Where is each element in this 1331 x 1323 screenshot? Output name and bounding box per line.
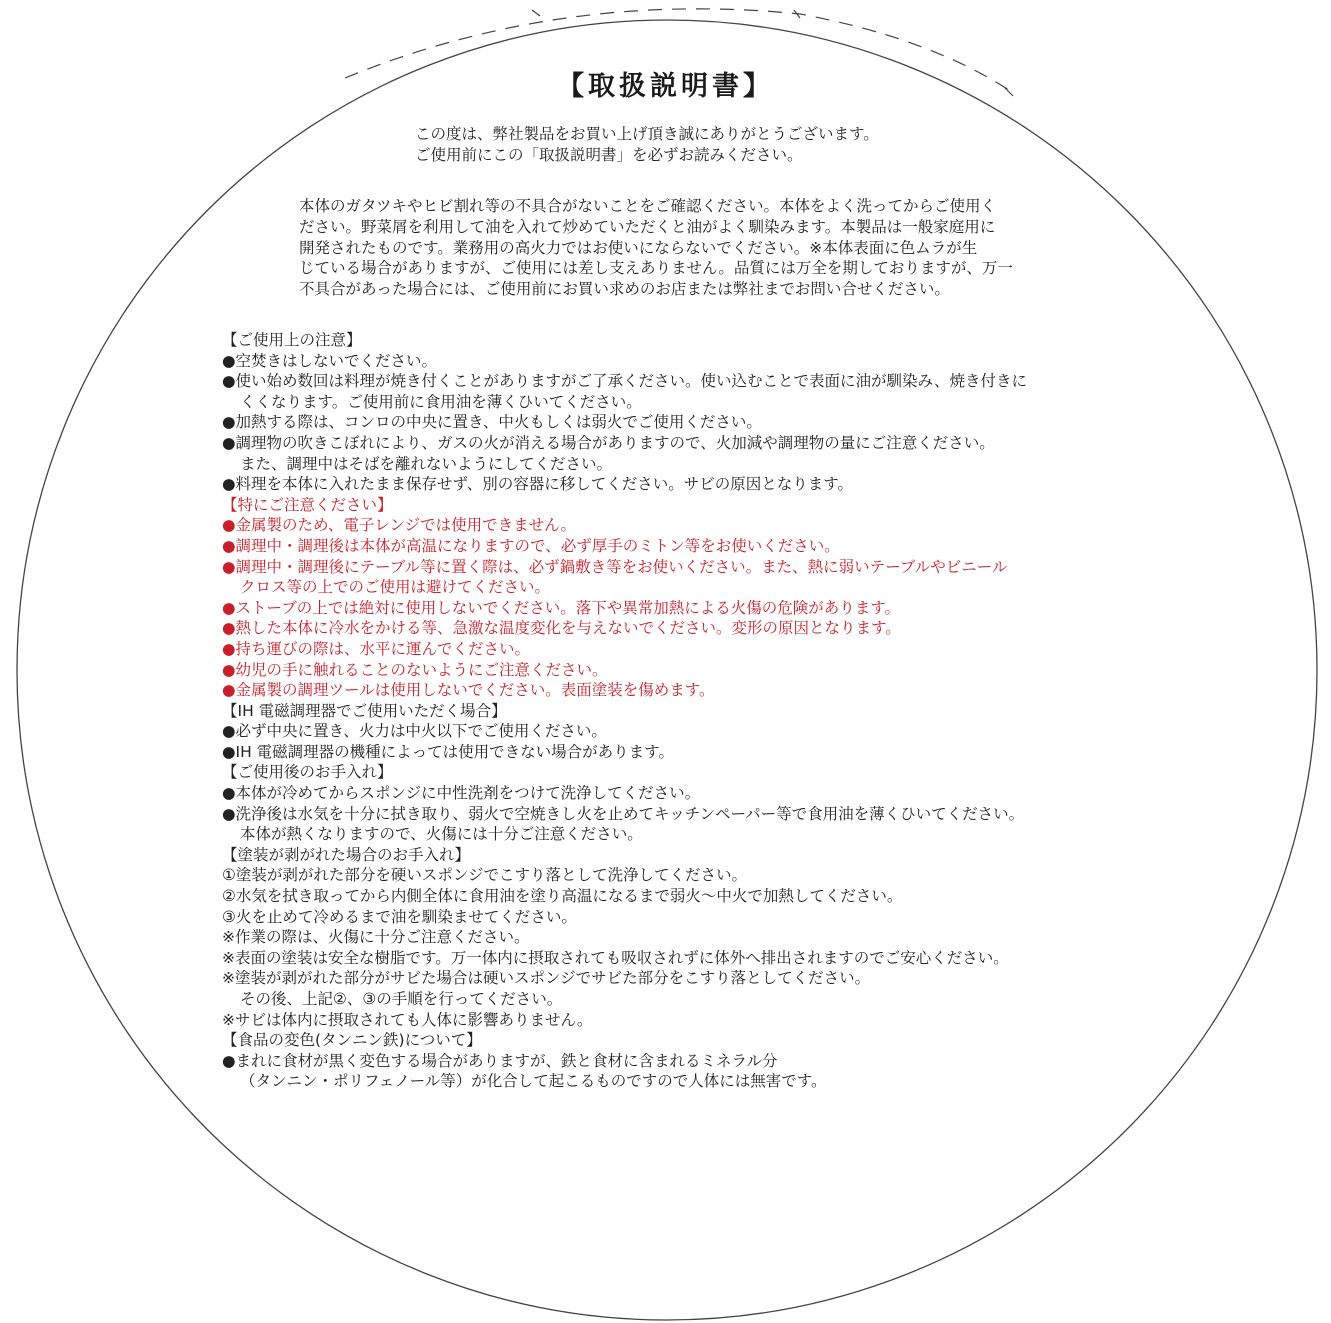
- note-line: ●持ち運びの際は、水平に運んでください。: [222, 639, 531, 658]
- note-line: ●調理中・調理後にテーブル等に置く際は、必ず鍋敷き等をお使いください。また、熱に弱いテーブルやビニール: [222, 557, 1008, 576]
- note-line: ●加熱する際は、コンロの中央に置き、中火もしくは弱火でご使用ください。: [222, 413, 762, 432]
- intro-paragraph: [415, 124, 975, 166]
- note-line: くくなります。ご使用前に食用油を薄くひいてください。: [240, 392, 642, 411]
- section-heading: 【特にご注意ください】: [222, 495, 393, 514]
- description-line: じている場合がありますが、ご使用には差し支えありません。品質には万全を期しておりますが、万一: [299, 259, 1013, 278]
- section-heading: 【IH 電磁調理器でご使用いただく場合】: [222, 701, 507, 720]
- note-line: ●調理中・調理後は本体が高温になりますので、必ず厚手のミトン等をお使いください。: [222, 536, 840, 555]
- note-line: ●幼児の手に触れることのないようにご注意ください。: [222, 660, 608, 679]
- intro-line: ご使用前にこの「取扱説明書」を必ずお読みください。: [415, 146, 803, 164]
- note-line: ※塗装が剥がれた部分がサビた場合は硬いスポンジでサビた部分をこすり落としてください。: [222, 969, 871, 988]
- section-heading: 【ご使用後のお手入れ】: [222, 763, 393, 782]
- note-line: ●必ず中央に置き、火力は中火以下でご使用ください。: [222, 722, 607, 741]
- note-line: ●熱した本体に冷水をかける等、急激な温度変化を与えないでください。変形の原因となります。: [222, 619, 901, 638]
- note-line: ●金属製のため、電子レンジでは使用できません。: [222, 516, 577, 535]
- note-line: ③火を止めて冷めるまで油を馴染ませてください。: [222, 907, 577, 926]
- note-line: ●洗浄後は水気を十分に拭き取り、弱火で空焼きし火を止めてキッチンペーパー等で食用油を薄くひいてください。: [222, 804, 1025, 823]
- description-line: ださい。野菜屑を利用して油を入れて炒めていただくと油がよく馴染みます。本製品は一般家庭用に: [299, 217, 996, 236]
- product-description: [299, 196, 1044, 300]
- note-line: ※表面の塗装は安全な樹脂です。万一体内に摂取されても吸収されずに体外へ排出されますのでご安心ください。: [222, 948, 1009, 967]
- note-line: ※サビは体内に摂取されても人体に影響ありません。: [222, 1010, 593, 1029]
- note-line: ●まれに食材が黒く変色する場合がありますが、鉄と食材に含まれるミネラル分: [222, 1051, 778, 1070]
- description-line: 本体のガタツキやヒビ割れ等の不具合がないことをご確認ください。本体をよく洗ってからご使用く: [299, 197, 997, 215]
- note-line: ●調理物の吹きこぼれにより、ガスの火が消える場合がありますので、火加減や調理物の量にご注意ください。: [222, 433, 995, 452]
- section-heading: 【食品の変色(タンニン鉄)について】: [222, 1031, 482, 1050]
- note-line: ●ストーブの上では絶対に使用しないでください。落下や異常加熱による火傷の危険があります。: [222, 598, 901, 617]
- note-line: また、調理中はそばを離れないようにしてください。: [240, 454, 613, 473]
- note-line: （タンニン・ポリフェノール等）が化合して起こるものですので人体には無害です。: [240, 1072, 827, 1091]
- note-line: ●IH 電磁調理器の機種によっては使用できない場合があります。: [222, 742, 674, 761]
- note-line: ●空焚きはしないでください。: [222, 351, 438, 370]
- usage-notes: [222, 330, 1127, 1092]
- note-line: 本体が熱くなりますので、火傷には十分ご注意ください。: [240, 825, 643, 844]
- note-line: ※作業の際は、火傷に十分ご注意ください。: [222, 928, 530, 947]
- note-line: ①塗装が剥がれた部分を硬いスポンジでこすり落として洗浄してください。: [222, 866, 748, 885]
- note-line: ②水気を拭き取ってから内側全体に食用油を塗り高温になるまで弱火～中火で加熱してください。: [222, 887, 903, 906]
- section-heading: 【塗装が剥がれた場合のお手入れ】: [222, 845, 471, 864]
- note-line: ●料理を本体に入れたまま保存せず、別の容器に移してください。サビの原因となります。: [222, 475, 854, 494]
- note-line: その後、上記②、③の手順を行ってください。: [240, 990, 563, 1008]
- description-line: 不具合があった場合には、ご使用前にお買い求めのお店または弊社までお問い合せください。: [299, 280, 950, 299]
- note-line: ●本体が冷めてからスポンジに中性洗剤をつけて洗浄してください。: [222, 784, 701, 803]
- note-line: ●金属製の調理ツールは使用しないでください。表面塗装を傷めます。: [222, 681, 715, 700]
- description-line: 開発されたものです。業務用の高火力ではお使いにならないでください。※本体表面に色ムラが生: [299, 238, 978, 257]
- note-line: クロス等の上でのご使用は避けてください。: [240, 578, 551, 597]
- note-line: ●使い始め数回は料理が焼き付くことがありますがご了承ください。使い込むことで表面に油が馴染み、焼き付きに: [222, 372, 1027, 391]
- document-title: 【取扱説明書】: [557, 71, 774, 102]
- intro-line: この度は、弊社製品をお買い上げ頂き誠にありがとうございます。: [415, 125, 879, 143]
- section-heading: 【ご使用上の注意】: [222, 331, 362, 349]
